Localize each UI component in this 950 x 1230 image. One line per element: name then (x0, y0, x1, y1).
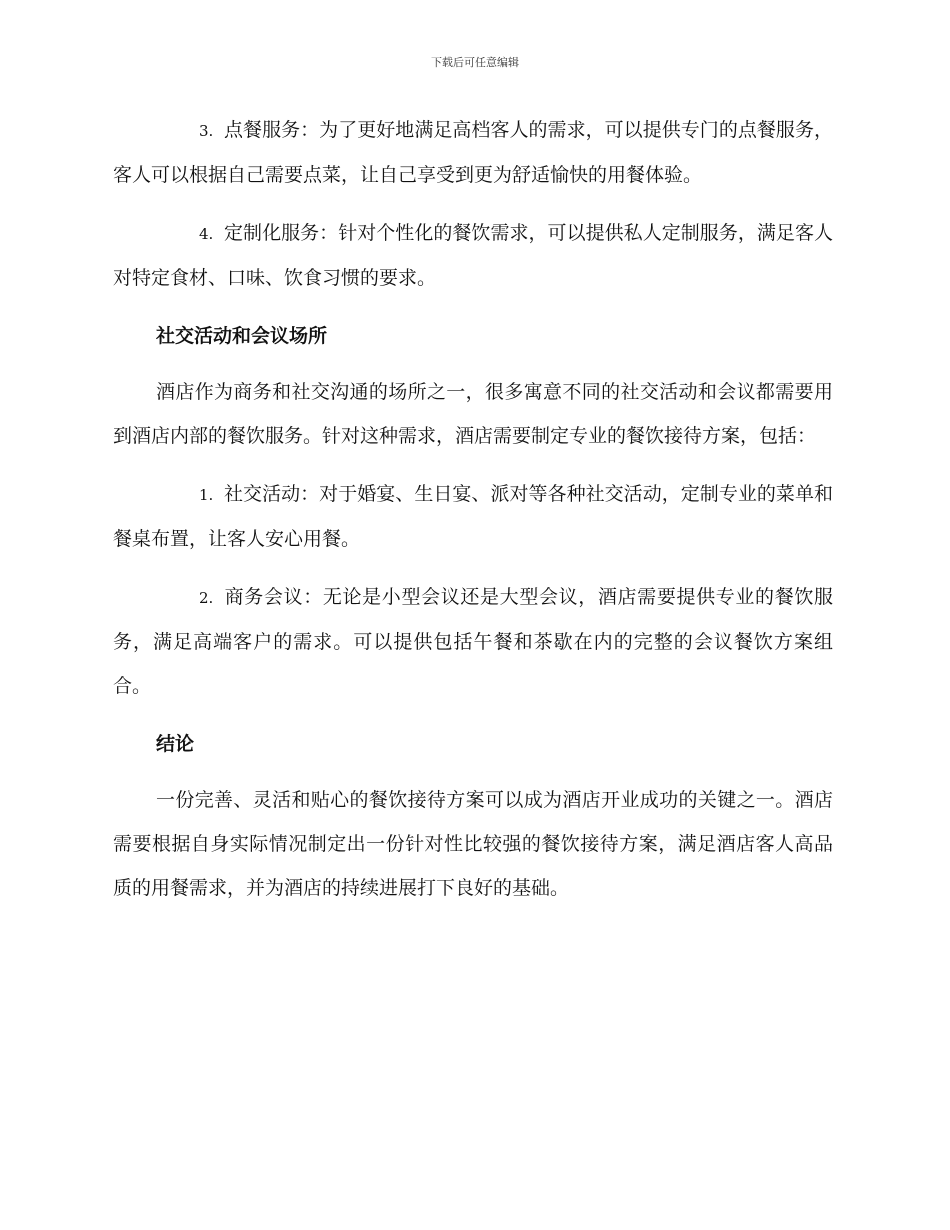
list-item-custom-service (113, 211, 833, 300)
list-number: 2. (199, 589, 214, 607)
list-number: 4. (199, 225, 214, 243)
conclusion-paragraph: 一份完善、灵活和贴心的餐饮接待方案可以成为酒店开业成功的关键之一。酒店需要根据自身实际情况制定出一份针对性比较强的餐饮接待方案，满足酒店客人高品质的用餐需求，并为酒店的持续进展打下良好的基础。 (113, 789, 833, 899)
list-item-text: 社交活动：对于婚宴、生日宴、派对等各种社交活动，定制专业的菜单和餐桌布置，让客人安心用餐。 (113, 483, 833, 550)
list-item-text: 点餐服务：为了更好地满足高档客人的需求，可以提供专门的点餐服务，客人可以根据自己需要点菜，让自己享受到更为舒适愉快的用餐体验。 (113, 119, 833, 186)
section-heading-conclusion: 结论 (156, 733, 195, 755)
list-item-ordering-service (113, 108, 833, 197)
list-number: 1. (199, 486, 214, 504)
list-item-text: 商务会议：无论是小型会议还是大型会议，酒店需要提供专业的餐饮服务，满足高端客户的需求。可以提供包括午餐和茶歇在内的完整的会议餐饮方案组合。 (113, 586, 833, 697)
document-body (113, 108, 833, 924)
header-note: 下载后可任意编辑 (431, 56, 519, 69)
list-number: 3. (199, 122, 214, 140)
list-item-text: 定制化服务：针对个性化的餐饮需求，可以提供私人定制服务，满足客人对特定食材、口味、饮食习惯的要求。 (113, 222, 833, 289)
list-item-social-events (113, 472, 833, 561)
social-intro-paragraph: 酒店作为商务和社交沟通的场所之一，很多寓意不同的社交活动和会议都需要用到酒店内部的餐饮服务。针对这种需求，酒店需要制定专业的餐饮接待方案，包括： (113, 381, 833, 447)
list-item-business-meetings (113, 575, 833, 708)
section-heading-social: 社交活动和会议场所 (156, 325, 328, 347)
